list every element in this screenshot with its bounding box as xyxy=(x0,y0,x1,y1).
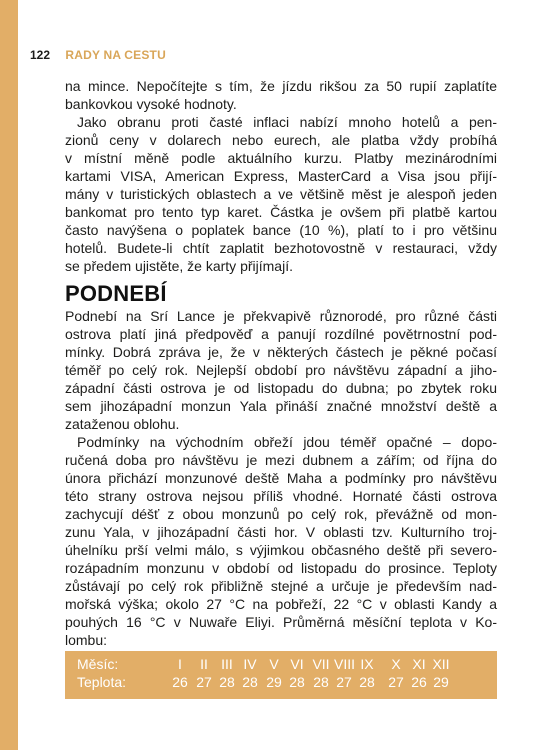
text-line: ostrova platí jiná předpověď a panují rozdílné povětrnostní pod- xyxy=(65,326,497,342)
text-line: lombu: xyxy=(65,632,108,648)
month-cell: IV xyxy=(243,656,257,672)
text-line: Podmínky na východním obřeží jdou téměř opačné – dopo- xyxy=(77,434,497,450)
text-line: bankovkou vysoké hodnoty. xyxy=(65,96,237,112)
temperature-cell: 27 xyxy=(196,674,212,690)
text-line: kartami VISA, American Express, MasterCard a Visa jsou přijí- xyxy=(65,168,497,184)
text-line: bankomat pro tento typ karet. Částka je ovšem při platbě kartou xyxy=(65,204,497,220)
text-line: v místní měně podle aktuálního kurzu. Platby mezinárodními xyxy=(65,150,497,166)
month-cell: XII xyxy=(432,656,450,672)
text-line: úhelníku prší velmi málo, s výjimkou občasného deště při severo- xyxy=(65,542,497,558)
text-line: západní části ostrova je od listopadu do dubna; po zbytek roku xyxy=(65,380,497,396)
text-line: zataženou oblohu. xyxy=(65,416,180,432)
month-cell: V xyxy=(269,656,279,672)
text-line: sem jihozápadní monzun Yala přináší značné množství deště a xyxy=(65,398,497,414)
text-line: mořská výška; okolo 27 °C na pobřeží, 22 °C v oblasti Kandy a xyxy=(65,596,497,612)
temperature-cell: 29 xyxy=(433,674,449,690)
paragraph-climate-intro xyxy=(65,307,497,433)
month-cell: X xyxy=(391,656,401,672)
month-cell: II xyxy=(200,656,208,672)
section-heading: PODNEBÍ xyxy=(65,281,167,306)
temperature-cell: 27 xyxy=(336,674,352,690)
months-row-label: Měsíc: xyxy=(77,656,119,672)
month-cell: III xyxy=(221,656,233,672)
text-line: této strany ostrova nejsou příliš vhodné. Hornaté části ostrova xyxy=(65,488,497,504)
text-line: Jako obranu proti časté inflaci nabízí mnoho hotelů a pen- xyxy=(77,114,497,130)
temperature-cell: 28 xyxy=(219,674,235,690)
month-cell: VIII xyxy=(334,656,356,672)
temperature-cell: 28 xyxy=(242,674,258,690)
text-line: se předem ujistěte, že karty přijímají. xyxy=(65,258,293,274)
text-line: mínky. Dobrá zpráva je, že v některých částech je pěkné počasí xyxy=(65,344,497,360)
temperatures-row xyxy=(65,674,497,692)
text-line: mány v turistických oblastech a ve většině měst je alespoň jeden xyxy=(65,186,497,202)
paragraph-climate-regions xyxy=(65,433,497,649)
temperature-cell: 27 xyxy=(388,674,404,690)
section-title: RADY NA CESTU xyxy=(65,48,166,62)
months-row xyxy=(65,656,497,674)
text-line: ručená doba pro návštěvu je mezi dubnem a zářím; od října do xyxy=(65,452,497,468)
text-line: února přichází monzunové deště Maha a podmínky pro návštěvu xyxy=(65,470,497,486)
temperatures-row-label: Teplota: xyxy=(77,674,127,690)
text-line: zunu Yala, v jihozápadní části hor. V oblasti tzv. Kulturního troj- xyxy=(65,524,497,540)
text-line: často navýšena o poplatek bance (10 %), platí to i pro většinu xyxy=(65,222,497,238)
text-line: Podnebí na Srí Lance je překvapivě různorodé, pro různé části xyxy=(65,308,497,324)
paragraph-cash xyxy=(65,77,497,113)
text-line: hotelů. Budete-li chtít zaplatit bezhotovostně v restauraci, vždy xyxy=(65,240,497,256)
temperature-table xyxy=(65,651,497,699)
month-cell: XI xyxy=(412,656,426,672)
temperature-cell: 28 xyxy=(289,674,305,690)
text-line: pouhých 16 °C v Nuwaře Eliyi. Průměrná měsíční teplota v Ko- xyxy=(65,614,497,630)
text-line: téměř po celý rok. Nejlepší období pro návštěvu západní a jiho- xyxy=(65,362,497,378)
month-cell: VII xyxy=(312,656,330,672)
text-line: zionů ceny v dolarech nebo eurech, ale platba vždy probíhá xyxy=(65,132,497,148)
text-line: rozápadním monzunu v období od listopadu do prosince. Teploty xyxy=(65,560,497,576)
paragraph-payments xyxy=(65,113,497,275)
page-number: 122 xyxy=(30,48,51,62)
text-line: zůstávají po celý rok přibližně stejné a určuje je především nad- xyxy=(65,578,497,594)
temperature-cell: 26 xyxy=(172,674,188,690)
running-header xyxy=(30,48,166,62)
temperature-cell: 26 xyxy=(411,674,427,690)
text-line: zachycují déšť z obou monzunů po celý rok, převážně od mon- xyxy=(65,506,497,522)
temperature-cell: 28 xyxy=(359,674,375,690)
month-cell: VI xyxy=(290,656,304,672)
text-line: na mince. Nepočítejte s tím, že jízdu rikšou za 50 rupií zaplatíte xyxy=(65,78,497,94)
temperature-cell: 29 xyxy=(266,674,282,690)
edge-color-bar xyxy=(0,0,18,750)
month-cell: IX xyxy=(360,656,374,672)
month-cell: I xyxy=(178,656,182,672)
temperature-cell: 28 xyxy=(313,674,329,690)
